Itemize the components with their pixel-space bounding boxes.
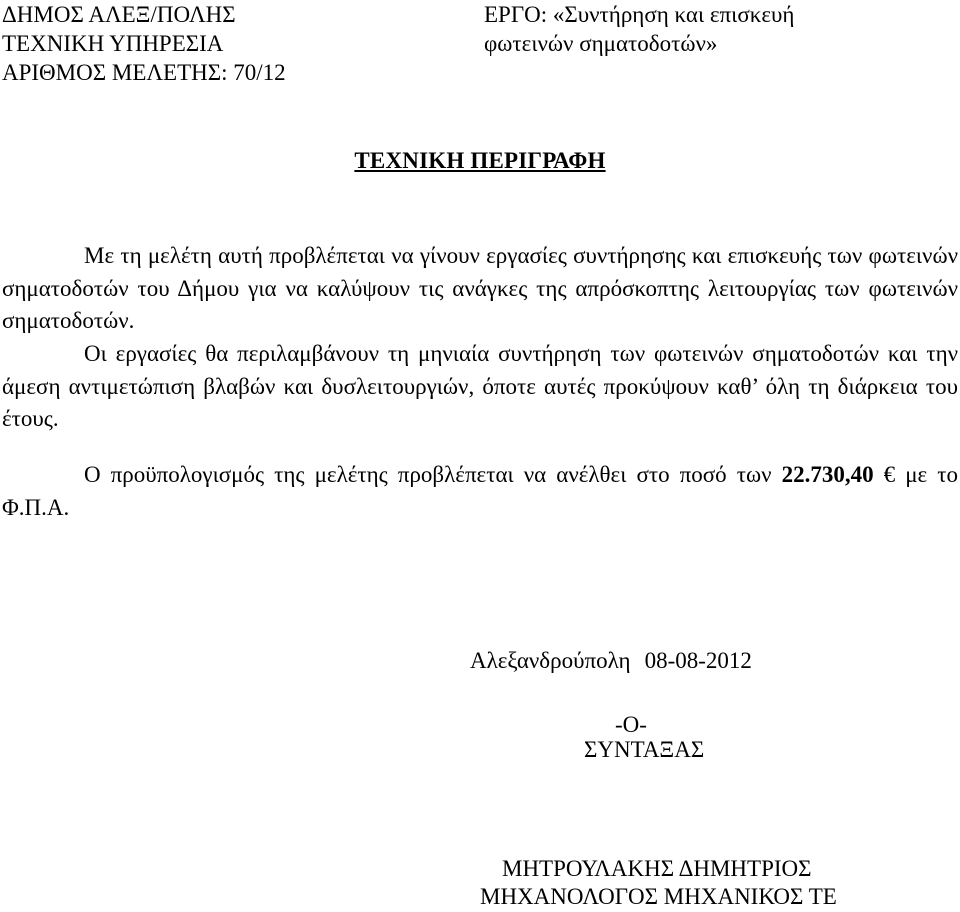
budget-suffix: € με το Φ.Π.Α.	[2, 462, 958, 520]
study-number: ΑΡΙΘΜΟΣ ΜΕΛΕΤΗΣ: 70/12	[2, 60, 286, 85]
project-title-line2: φωτεινών σηματοδοτών»	[484, 31, 718, 56]
document-title: ΤΕΧΝΙΚΗ ΠΕΡΙΓΡΑΦΗ	[354, 148, 606, 173]
signature-place: Αλεξανδρούπολη	[470, 648, 631, 673]
signature-date: 08-08-2012	[644, 648, 752, 673]
budget-text: Ο προϋπολογισμός της μελέτης προβλέπεται να ανέλθει στο ποσό των	[84, 462, 772, 487]
signature-role: ΣΥΝΤΑΞΑΣ	[584, 737, 705, 762]
signature-separator: -Ο-	[615, 712, 647, 737]
project-title-line1: ΕΡΓΟ: «Συντήρηση και επισκευή	[484, 2, 795, 27]
signatory-name: ΜΗΤΡΟΥΛΑΚΗΣ ΔΗΜΗΤΡΙΟΣ	[502, 856, 812, 881]
department-name: ΤΕΧΝΙΚΗ ΥΠΗΡΕΣΙΑ	[2, 31, 224, 56]
signatory-title: ΜΗΧΑΝΟΛΟΓΟΣ ΜΗΧΑΝΙΚΟΣ ΤΕ	[480, 884, 837, 909]
paragraph-works: Οι εργασίες θα περιλαμβάνουν τη μηνιαία συντήρηση των φωτεινών σηματοδοτών και την άμεση αντιμετώπιση βλαβών και δυσλειτουργιών, όποτε αυτές προκύψουν καθ’ όλη τη διάρκεια του έτους.	[2, 341, 958, 432]
header-left-block	[2, 0, 286, 87]
municipality-name: ΔΗΜΟΣ ΑΛΕΞ/ΠΟΛΗΣ	[2, 2, 236, 27]
budget-amount: 22.730,40	[781, 462, 874, 487]
header-right-block	[484, 0, 794, 58]
place-date-line	[470, 647, 752, 675]
paragraph-budget	[2, 459, 958, 524]
paragraph-intro: Με τη μελέτη αυτή προβλέπεται να γίνουν εργασίες συντήρησης και επισκευής των φωτεινών σηματοδοτών του Δήμου για να καλύψουν τις ανάγκες της απρόσκοπτης λειτουργίας των φωτεινών σηματοδοτών.	[2, 243, 958, 334]
